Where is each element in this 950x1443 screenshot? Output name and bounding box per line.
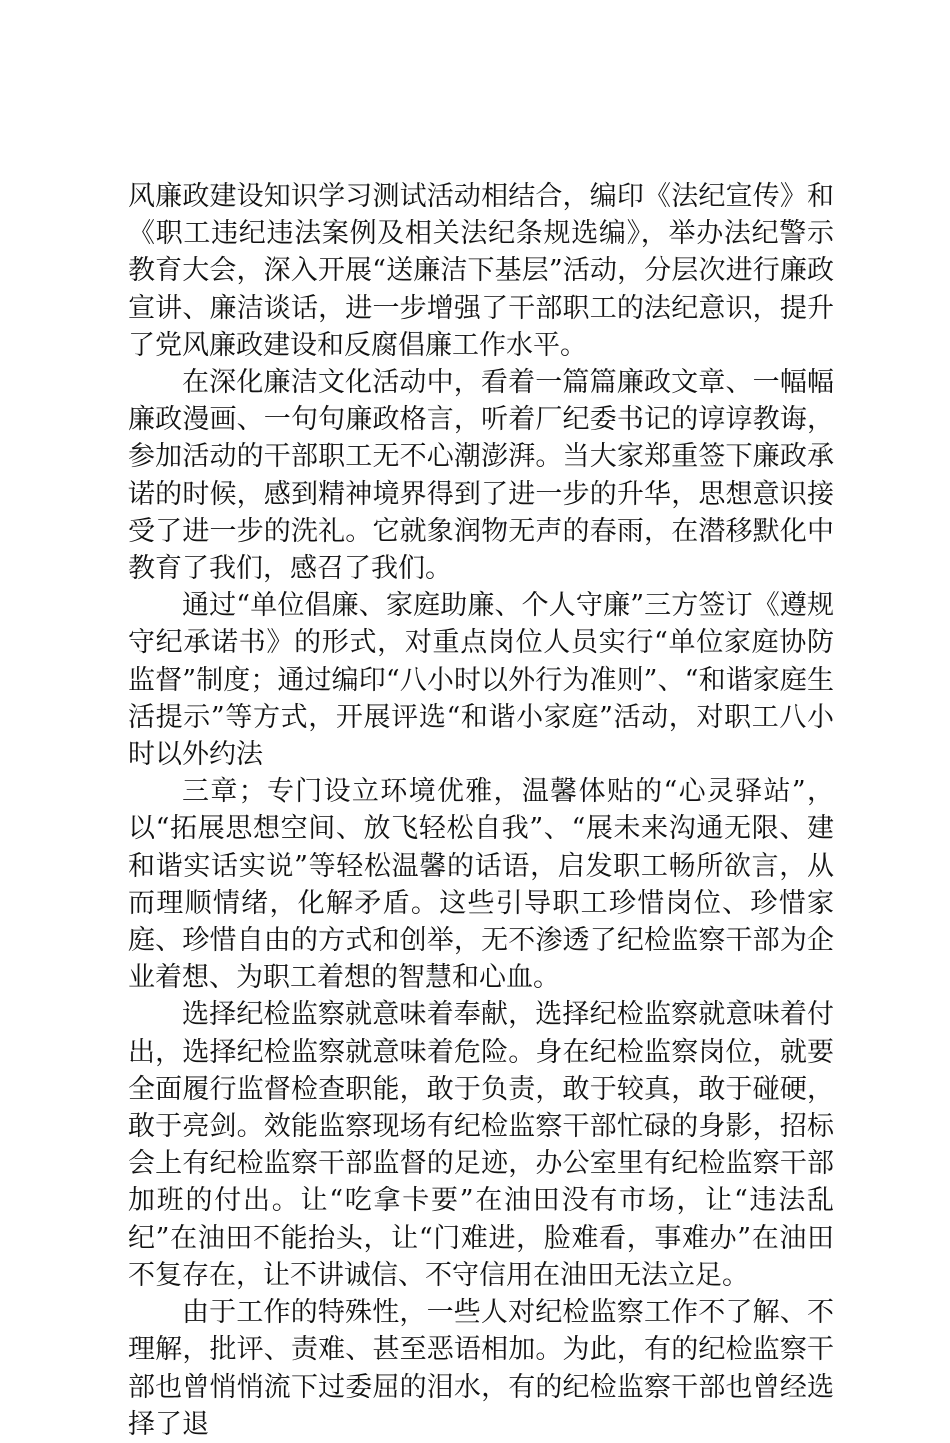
paragraph-6: 由于工作的特殊性，一些人对纪检监察工作不了解、不理解，批评、责难、甚至恶语相加。为此，有的纪检监察干部也曾悄悄流下过委屈的泪水，有的纪检监察干部也曾经选择了退	[128, 1297, 834, 1440]
paragraph-1: 风廉政建设知识学习测试活动相结合，编印《法纪宣传》和《职工违纪违法案例及相关法纪条规选编》，举办法纪警示教育大会，深入开展“送廉洁下基层”活动，分层次进行廉政宣讲、廉洁谈话，进一步增强了干部职工的法纪意识，提升了党风廉政建设和反腐倡廉工作水平。	[128, 181, 834, 361]
paragraph-4: 三章；专门设立环境优雅，温馨体贴的“心灵驿站”，以“拓展思想空间、放飞轻松自我”、“展未来沟通无限、建和谐实话实说”等轻松温馨的话语，启发职工畅所欲言，从而理顺情绪，化解矛盾。这些引导职工珍惜岗位、珍惜家庭、珍惜自由的方式和创举，无不渗透了纪检监察干部为企业着想、为职工着想的智慧和心血。	[128, 776, 834, 994]
paragraph-3: 通过“单位倡廉、家庭助廉、个人守廉”三方签订《遵规守纪承诺书》的形式，对重点岗位人员实行“单位家庭协防监督”制度；通过编印“八小时以外行为准则”、“和谐家庭生活提示”等方式，开展评选“和谐小家庭”活动，对职工八小时以外约法	[128, 590, 834, 771]
paragraph-5: 选择纪检监察就意味着奉献，选择纪检监察就意味着付出，选择纪检监察就意味着危险。身在纪检监察岗位，就要全面履行监督检查职能，敢于负责，敢于较真，敢于碰硬，敢于亮剑。效能监察现场有纪检监察干部忙碌的身影，招标会上有纪检监察干部监督的足迹，办公室里有纪检监察干部加班的付出。让“吃拿卡要”在油田没有市场，让“违法乱纪”在油田不能抬头，让“门难进，脸难看，事难办”在油田不复存在，让不讲诚信、不守信用在油田无法立足。	[128, 999, 834, 1291]
document-body	[128, 178, 834, 1443]
paragraph-2: 在深化廉洁文化活动中，看着一篇篇廉政文章、一幅幅廉政漫画、一句句廉政格言，听着厂纪委书记的谆谆教诲，参加活动的干部职工无不心潮澎湃。当大家郑重签下廉政承诺的时候，感到精神境界得到了进一步的升华，思想意识接受了进一步的洗礼。它就象润物无声的春雨，在潜移默化中教育了我们，感召了我们。	[128, 367, 834, 585]
